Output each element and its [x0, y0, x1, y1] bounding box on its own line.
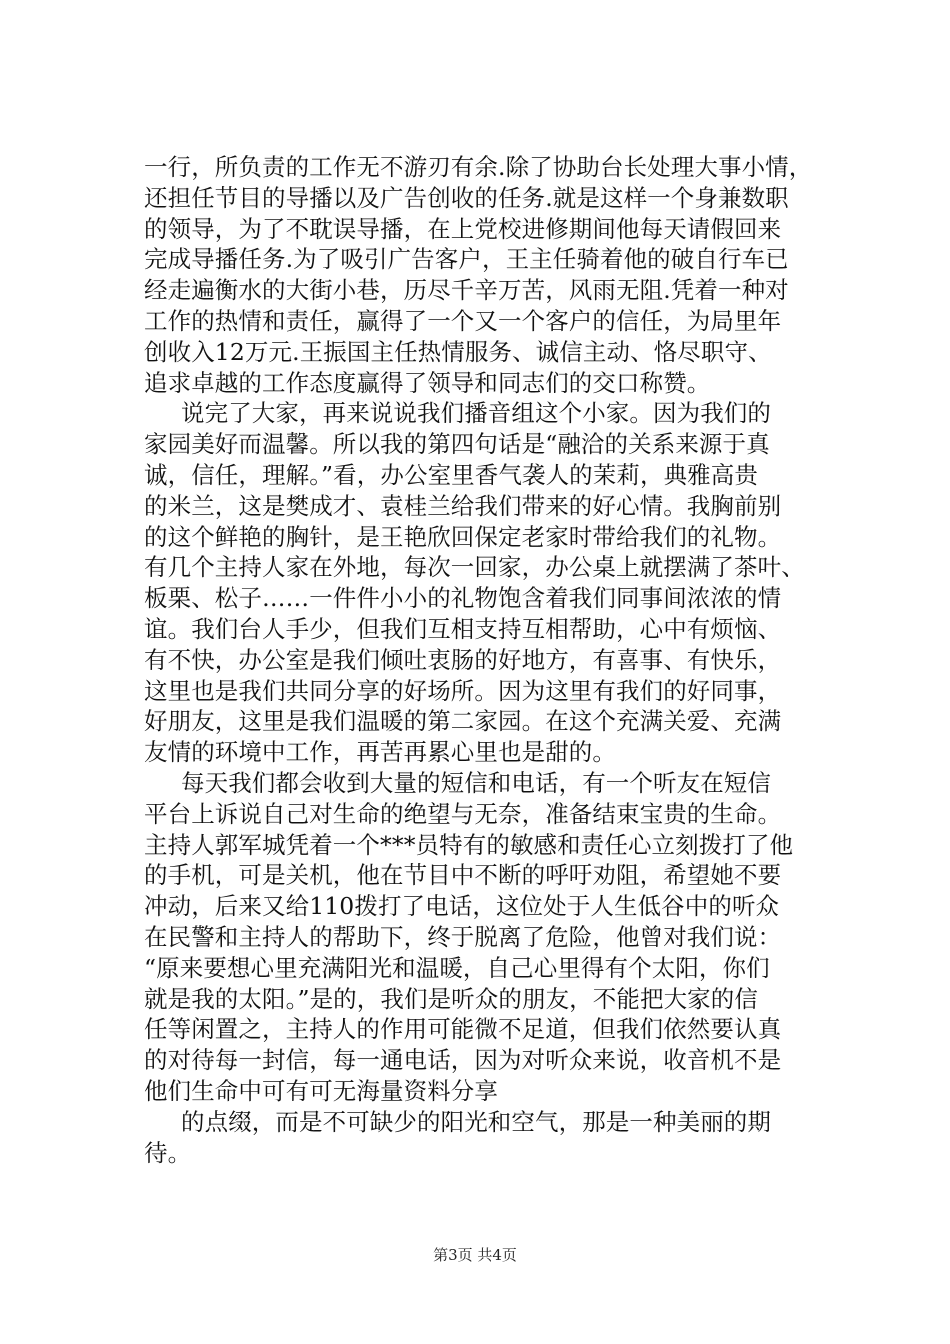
text-line: “原来要想心里充满阳光和温暖，自己心里得有个太阳，你们 [144, 953, 770, 982]
text-line: 的米兰，这是樊成才、袁桂兰给我们带来的好心情。我胸前别 [144, 491, 782, 520]
text-line: 待。 [144, 1138, 192, 1167]
text-line: 任等闲置之，主持人的作用可能微不足道，但我们依然要认真 [144, 1015, 782, 1044]
text-line: 工作的热情和责任，赢得了一个又一个客户的信任，为局里年 [144, 306, 782, 335]
text-line: 有几个主持人家在外地，每次一回家，办公桌上就摆满了茶叶、 [144, 553, 805, 582]
text-line: 经走遍衡水的大街小巷，历尽千辛万苦，风雨无阻.凭着一种对 [144, 276, 789, 305]
text-line: 的手机，可是关机，他在节目中不断的呼吁劝阻，希望她不要 [144, 861, 782, 890]
text-line: 家园美好而温馨。所以我的第四句话是“融洽的关系来源于真 [144, 430, 770, 459]
paragraph-start-line: 说完了大家，再来说说我们播音组这个小家。因为我们的 [181, 399, 771, 428]
text-line: 创收入12万元.王振国主任热情服务、诚信主动、恪尽职守、 [144, 337, 772, 366]
text-line: 他们生命中可有可无海量资料分享 [144, 1076, 498, 1105]
text-line: 冲动，后来又给110拨打了电话，这位处于人生低谷中的听众 [144, 892, 780, 921]
text-line: 的领导，为了不耽误导播，在上党校进修期间他每天请假回来 [144, 214, 782, 243]
text-line: 的这个鲜艳的胸针，是王艳欣回保定老家时带给我们的礼物。 [144, 522, 782, 551]
text-line: 板栗、松子……一件件小小的礼物饱含着我们同事间浓浓的情 [144, 584, 782, 613]
text-line: 追求卓越的工作态度赢得了领导和同志们的交口称赞。 [144, 368, 711, 397]
text-line: 就是我的太阳。”是的，我们是听众的朋友，不能把大家的信 [144, 984, 758, 1013]
text-line: 在民警和主持人的帮助下，终于脱离了危险，他曾对我们说： [144, 922, 782, 951]
paragraph-start-line: 的点缀，而是不可缺少的阳光和空气，那是一种美丽的期 [181, 1107, 771, 1136]
text-line: 谊。我们台人手少，但我们互相支持互相帮助，心中有烦恼、 [144, 614, 782, 643]
text-line: 好朋友，这里是我们温暖的第二家园。在这个充满关爱、充满 [144, 707, 782, 736]
text-line: 这里也是我们共同分享的好场所。因为这里有我们的好同事， [144, 676, 782, 705]
body-text [144, 152, 824, 1168]
text-line: 的对待每一封信，每一通电话，因为对听众来说，收音机不是 [144, 1046, 782, 1075]
text-line: 主持人郭军城凭着一个***员特有的敏感和责任心立刻拨打了他 [144, 830, 794, 859]
text-line: 完成导播任务.为了吸引广告客户，王主任骑着他的破自行车已 [144, 245, 789, 274]
text-line: 有不快，办公室是我们倾吐衷肠的好地方，有喜事、有快乐， [144, 645, 782, 674]
text-line: 平台上诉说自己对生命的绝望与无奈，准备结束宝贵的生命。 [144, 799, 782, 828]
text-line: 友情的环境中工作，再苦再累心里也是甜的。 [144, 738, 616, 767]
text-line: 还担任节目的导播以及广告创收的任务.就是这样一个身兼数职 [144, 183, 789, 212]
text-line: 诚，信任，理解。”看，办公室里香气袭人的茉莉，典雅高贵 [144, 460, 758, 489]
text-line: 一行，所负责的工作无不游刃有余.除了协助台长处理大事小情， [144, 153, 813, 181]
page-number-footer: 第3页 共4页 [433, 1246, 517, 1264]
paragraph-start-line: 每天我们都会收到大量的短信和电话，有一个听友在短信 [181, 768, 771, 797]
